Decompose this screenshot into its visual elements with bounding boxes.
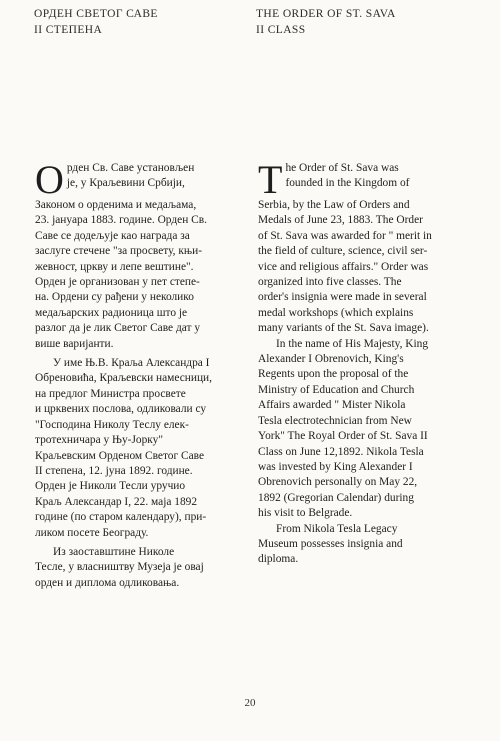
column-english bbox=[258, 157, 480, 568]
text-line: diploma. bbox=[258, 553, 299, 566]
text-line: Орден је Николи Тесли уручио bbox=[35, 480, 186, 493]
text-line: of St. Sava was awarded for " merit in bbox=[258, 229, 432, 242]
text-line: Из заоставштине Николе bbox=[53, 545, 175, 558]
text-line: his visit to Belgrade. bbox=[258, 507, 353, 520]
text-line: и црквених послова, одликовали су bbox=[35, 403, 207, 416]
heading-line: II CLASS bbox=[256, 24, 306, 36]
text-line: Ministry of Education and Church bbox=[258, 383, 415, 396]
text-line: орден и диплома одликовања. bbox=[35, 576, 180, 589]
drop-cap: О bbox=[35, 157, 64, 202]
text-line: Affairs awarded " Mister Nikola bbox=[258, 399, 406, 412]
text-line: II степена, 12. јуна 1892. године. bbox=[35, 464, 193, 477]
text-line: је, у Краљевини Србији, bbox=[66, 177, 185, 190]
text-line: разлог да је лик Светог Саве дат у bbox=[35, 322, 201, 335]
text-line: Obrenovich personally on May 22, bbox=[258, 476, 418, 489]
paragraph-1 bbox=[258, 157, 480, 337]
text-line: organized into five classes. The bbox=[258, 276, 402, 289]
text-line: many variants of the St. Sava image). bbox=[258, 322, 429, 335]
text-line: Serbia, by the Law of Orders and bbox=[258, 199, 410, 211]
page-number: 20 bbox=[244, 697, 256, 709]
text-line: на предлог Министра просвете bbox=[35, 387, 186, 400]
text-line: Class on June 12,1892. Nikola Tesla bbox=[258, 445, 424, 458]
text-line: Alexander I Obrenovich, King's bbox=[258, 353, 404, 366]
text-line: the field of culture, science, civil ser- bbox=[258, 245, 428, 258]
text-line: he Order of St. Sava was bbox=[285, 162, 399, 174]
drop-cap: T bbox=[258, 157, 283, 202]
heading-english bbox=[256, 6, 396, 38]
paragraph-2 bbox=[35, 356, 247, 541]
text-line: У име Њ.В. Краља Александра I bbox=[53, 357, 210, 370]
text-line: Орден је организован у пет степе- bbox=[35, 276, 200, 289]
paragraph-1 bbox=[35, 157, 247, 352]
text-line: рден Св. Саве установљен bbox=[66, 162, 195, 174]
text-line: "Господина Николу Теслу елек- bbox=[35, 418, 189, 431]
text-line: founded in the Kingdom of bbox=[285, 177, 410, 190]
paragraph-3 bbox=[258, 522, 480, 568]
text-line: Museum possesses insignia and bbox=[258, 537, 403, 550]
heading-line: II СТЕПЕНА bbox=[34, 24, 103, 36]
text-line: Tesla electrotechnician from New bbox=[258, 414, 412, 427]
text-line: медаљарских радионица што је bbox=[35, 306, 188, 319]
text-line: vice and religious affairs." Order was bbox=[258, 260, 429, 273]
paragraph-2 bbox=[258, 337, 480, 522]
text-line: Regents upon the proposal of the bbox=[258, 368, 409, 381]
text-line: Краљ Александар I, 22. маја 1892 bbox=[35, 495, 198, 508]
heading-serbian bbox=[34, 6, 158, 38]
text-line: order's insignia were made in several bbox=[258, 291, 427, 304]
text-line: жевност, цркву и лепе вештине". bbox=[35, 260, 194, 273]
text-line: Тесле, у власништву Музеја је овај bbox=[35, 561, 204, 574]
text-line: medal workshops (which explains bbox=[258, 306, 414, 319]
text-line: In the name of His Majesty, King bbox=[276, 337, 429, 350]
text-line: From Nikola Tesla Legacy bbox=[276, 522, 398, 535]
text-line: заслуге стечене "за просвету, књи- bbox=[35, 245, 202, 258]
column-serbian bbox=[35, 157, 247, 591]
text-line: 1892 (Gregorian Calendar) during bbox=[258, 491, 414, 504]
heading-line: THE ORDER OF ST. SAVA bbox=[256, 8, 396, 20]
paragraph-3 bbox=[35, 545, 247, 591]
text-line: Medals of June 23, 1883. The Order bbox=[258, 214, 423, 227]
text-line: на. Ордени су рађени у неколико bbox=[35, 291, 194, 304]
text-line: 23. јануара 1883. године. Орден Св. bbox=[35, 214, 207, 227]
text-line: Обреновића, Краљевски намесници, bbox=[35, 372, 212, 385]
text-line: Саве се додељује као награда за bbox=[35, 229, 190, 242]
text-line: Краљевским Орденом Светог Саве bbox=[35, 449, 205, 462]
text-line: тротехничара у Њу-Јорку" bbox=[35, 434, 164, 447]
text-line: ликом посете Београду. bbox=[35, 526, 149, 539]
text-line: was invested by King Alexander I bbox=[258, 460, 413, 473]
heading-line: ОРДЕН СВЕТОГ САВЕ bbox=[34, 8, 158, 20]
text-line: године (по старом календару), при- bbox=[35, 511, 207, 524]
text-line: York" The Royal Order of St. Sava II bbox=[258, 430, 428, 443]
text-line: више варијанти. bbox=[35, 337, 114, 350]
text-line: Законом о орденима и медаљама, bbox=[35, 199, 197, 211]
